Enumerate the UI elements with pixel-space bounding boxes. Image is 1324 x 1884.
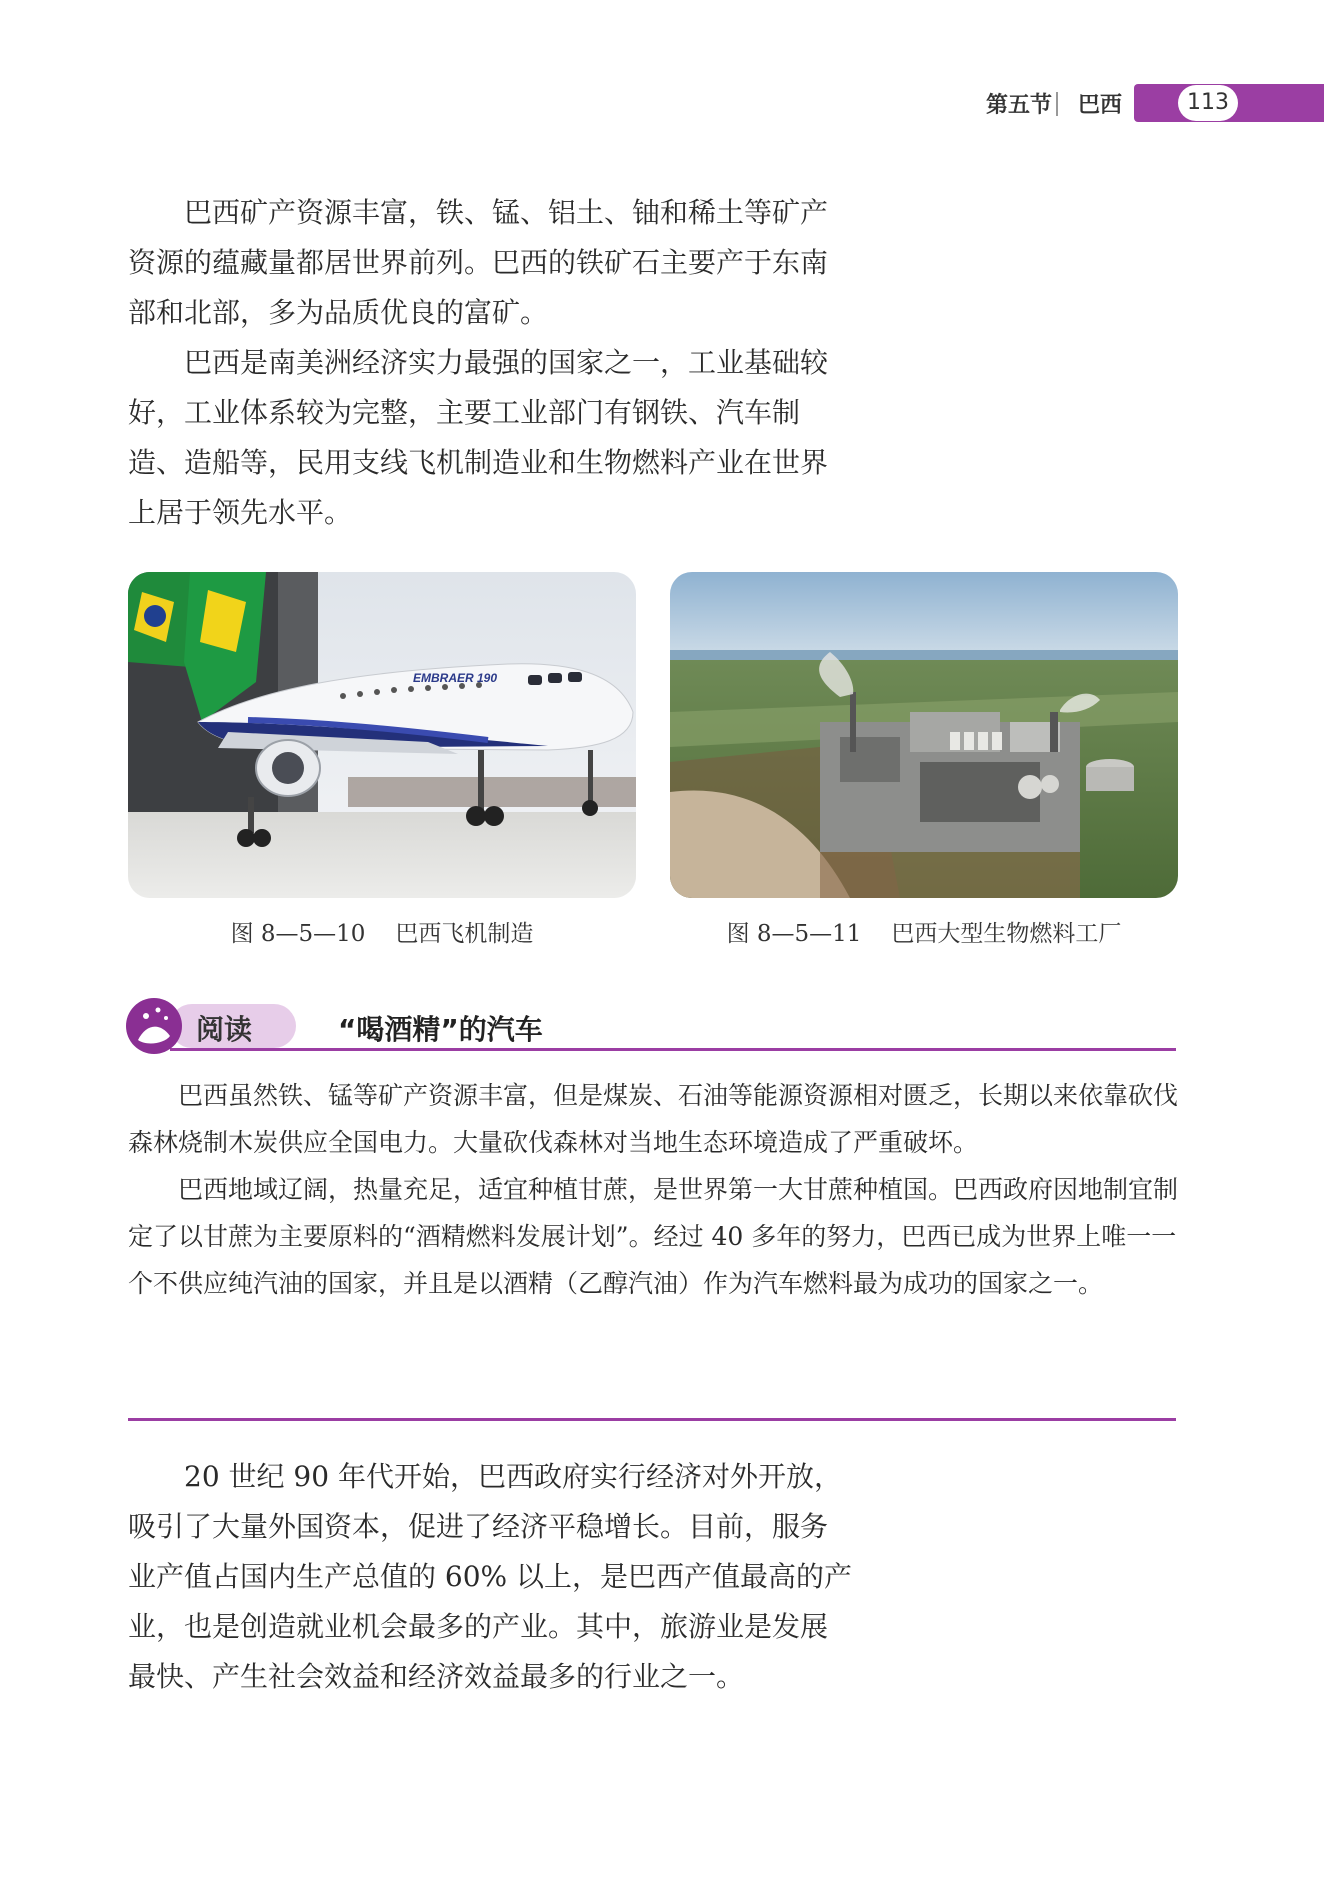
reading-paragraph-1: 巴西虽然铁、锰等矿产资源丰富，但是煤炭、石油等能源资源相对匮乏，长期以来依靠砍伐森林烧制木炭供应全国电力。大量砍伐森林对当地生态环境造成了严重破坏。: [128, 1081, 1179, 1157]
reading-title-underline: [170, 1048, 1176, 1051]
reading-body: [128, 1072, 1178, 1307]
reading-paragraph-2: 巴西地域辽阔，热量充足，适宜种植甘蔗，是世界第一大甘蔗种植国。巴西政府因地制宜制定了以甘蔗为主要原料的“酒精燃料发展计划”。经过 40 多年的努力，巴西已成为世界上唯一一个不供应纯汽油的国家，并且是以酒精（乙醇汽油）作为汽车燃料最为成功的国家之一。: [128, 1175, 1179, 1298]
reading-bottom-rule: [128, 1418, 1176, 1421]
figure-title: 巴西飞机制造: [395, 921, 534, 947]
paragraph-industry: 巴西是南美洲经济实力最强的国家之一，工业基础较好，工业体系较为完整，主要工业部门有钢铁、汽车制造、造船等，民用支线飞机制造业和生物燃料产业在世界上居于领先水平。: [128, 346, 829, 529]
page-number: 113: [1178, 85, 1238, 121]
photo-biofuel-factory: [670, 572, 1178, 898]
paragraph-economy: 20 世纪 90 年代开始，巴西政府实行经济对外开放，吸引了大量外国资本，促进了经济平稳增长。目前，服务业产值占国内生产总值的 60% 以上，是巴西产值最高的产业，也是创造就业机会最多的产业。其中，旅游业是发展最快、产生社会效益和经济效益最多的行业之一。: [128, 1460, 853, 1693]
figure-number: 图 8—5—10: [230, 921, 366, 947]
header-chapter: 第五节: [985, 93, 1052, 118]
factory-illustration: [670, 572, 1178, 898]
figure-caption-airplane: [122, 916, 642, 952]
airplane-illustration: [128, 572, 636, 898]
body-text-bottom: [128, 1452, 854, 1702]
header-title: [972, 88, 1122, 119]
figure-title: 巴西大型生物燃料工厂: [891, 921, 1122, 947]
header-divider: [1056, 92, 1058, 116]
reading-icon: [124, 996, 184, 1056]
header-section: 巴西: [1077, 93, 1122, 118]
reading-label: 阅读: [196, 1013, 253, 1046]
reading-title: “喝酒精”的汽车: [338, 1013, 543, 1046]
page-header: [0, 84, 1324, 124]
figure-number: 图 8—5—11: [726, 921, 862, 947]
figure-caption-factory: [664, 916, 1184, 952]
paragraph-minerals: 巴西矿产资源丰富，铁、锰、铝土、铀和稀土等矿产资源的蕴藏量都居世界前列。巴西的铁矿石主要产于东南部和北部，多为品质优良的富矿。: [128, 196, 829, 329]
body-text-top: [128, 188, 854, 538]
photo-airplane: [128, 572, 636, 898]
plane-lettering: EMBRAER 190: [413, 671, 498, 685]
